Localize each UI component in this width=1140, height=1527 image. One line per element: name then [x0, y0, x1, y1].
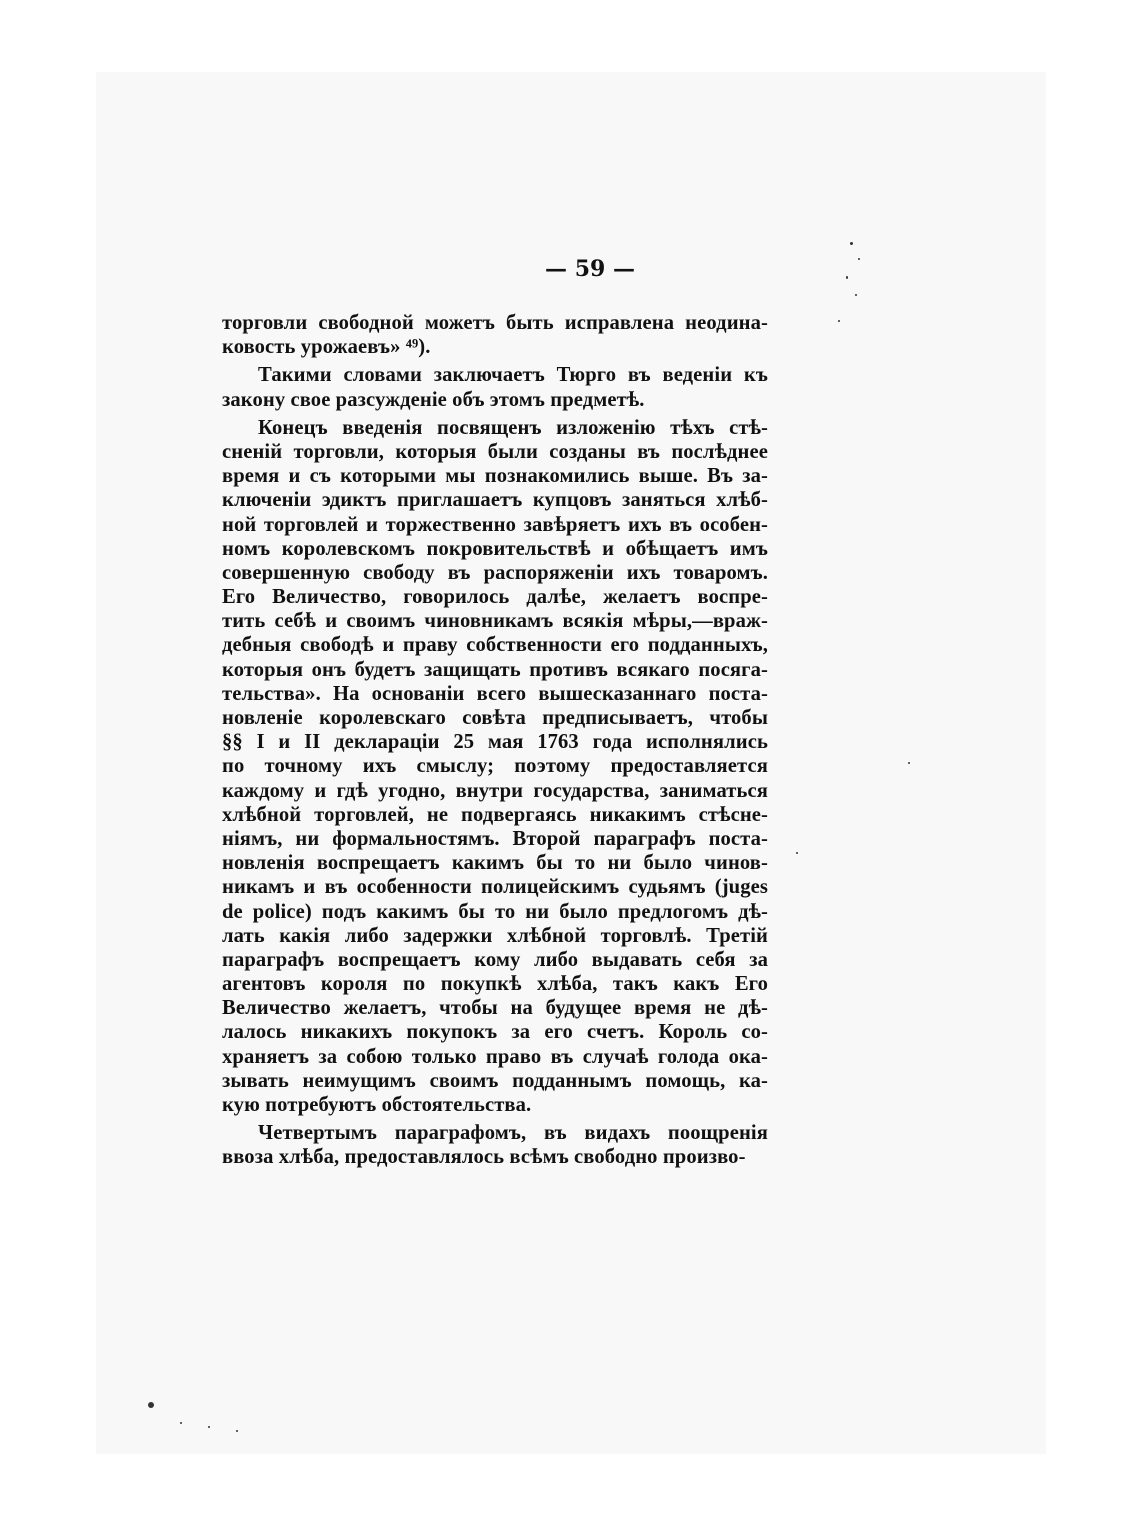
- text-line: Величество желаетъ, чтобы на будущее время не дѣ-: [222, 997, 768, 1020]
- text-line: номъ королевскомъ покровительствѣ и обѣщаетъ имъ: [222, 537, 768, 560]
- text-line: сненій торговли, которыя были созданы въ послѣднее: [222, 440, 768, 463]
- paragraph: [222, 311, 768, 359]
- scan-speck: [850, 242, 853, 245]
- text-line: закону свое разсужденіе объ этомъ предметѣ.: [222, 388, 645, 411]
- body-text: [222, 311, 768, 1170]
- text-line: хлѣбной торговлей, не подвергаясь никакимъ стѣсне-: [222, 803, 768, 826]
- text-line: торговли свободной можетъ быть исправлена неодина-: [222, 312, 768, 334]
- text-line: агентовъ короля по покупкѣ хлѣба, такъ какъ Его: [222, 973, 768, 996]
- paragraph: [222, 416, 768, 1117]
- scan-speck: [208, 1426, 210, 1428]
- scan-speck: [796, 852, 798, 854]
- text-line: по точному ихъ смыслу; поэтому предоставляется: [222, 755, 768, 778]
- text-line: de police) подъ какимъ бы то ни было предлогомъ дѣ-: [222, 900, 768, 923]
- text-line: тельства». На основаніи всего вышесказаннаго поста-: [222, 682, 768, 705]
- scan-speck: [236, 1430, 238, 1432]
- text-line: параграфъ воспрещаетъ кому либо выдавать себя за: [222, 948, 768, 971]
- page-number: — 59 —: [545, 256, 635, 282]
- text-line: тить себѣ и своимъ чиновникамъ всякія мѣры,—враж-: [222, 610, 768, 633]
- text-line: ввоза хлѣба, предоставлялось всѣмъ свободно произво-: [222, 1146, 746, 1169]
- scan-speck: [148, 1402, 154, 1408]
- scan-speck: [846, 276, 848, 279]
- text-line: новленіе королевскаго совѣта предписываетъ, чтобы: [222, 707, 768, 729]
- scan-speck: [855, 294, 857, 296]
- scan-speck: [180, 1422, 182, 1424]
- text-line: дебныя свободѣ и праву собственности его подданныхъ,: [222, 634, 768, 657]
- text-line: зывать неимущимъ своимъ подданнымъ помощь, ка-: [222, 1069, 768, 1092]
- text-line: лать какія либо задержки хлѣбной торговлѣ. Третій: [222, 924, 768, 947]
- scan-speck: [838, 320, 840, 322]
- text-line: кую потребуютъ обстоятельства.: [222, 1094, 532, 1116]
- text-line: новленія воспрещаетъ какимъ бы то ни было чинов-: [222, 852, 768, 875]
- text-line: Конецъ введенія посвященъ изложенію тѣхъ стѣ-: [258, 416, 768, 439]
- text-line: ковость урожаевъ» ⁴⁹).: [222, 336, 431, 359]
- text-line: совершенную свободу въ распоряженіи ихъ товаромъ.: [222, 561, 768, 584]
- paragraph: [222, 1121, 768, 1169]
- text-line: §§ I и II деклараціи 25 мая 1763 года исполнялись: [222, 731, 768, 754]
- text-line: Такими словами заключаетъ Тюрго въ веденіи къ: [258, 364, 768, 387]
- text-line: ключеніи эдиктъ приглашаетъ купцовъ заняться хлѣб-: [222, 489, 768, 512]
- text-line: которыя онъ будетъ защищать противъ всякаго посяга-: [222, 658, 768, 681]
- paragraph: [222, 363, 768, 411]
- text-line: каждому и гдѣ угодно, внутри государства, заниматься: [222, 779, 768, 802]
- text-line: лалось никакихъ покупокъ за его счетъ. Король со-: [222, 1021, 768, 1044]
- scan-speck: [858, 258, 860, 260]
- text-line: никамъ и въ особенности полицейскимъ судьямъ (juges: [222, 876, 768, 899]
- text-line: храняетъ за собою только право въ случаѣ голода ока-: [222, 1045, 768, 1068]
- scan-speck: [908, 762, 910, 764]
- text-line: ной торговлей и торжественно завѣряетъ ихъ въ особен-: [222, 513, 768, 536]
- text-line: ніямъ, ни формальностямъ. Второй параграфъ поста-: [222, 827, 768, 850]
- text-line: Его Величество, говорилось далѣе, желаетъ воспре-: [222, 586, 768, 609]
- text-line: Четвертымъ параграфомъ, въ видахъ поощренія: [258, 1122, 768, 1145]
- text-line: время и съ которыми мы познакомились выше. Въ за-: [222, 465, 768, 488]
